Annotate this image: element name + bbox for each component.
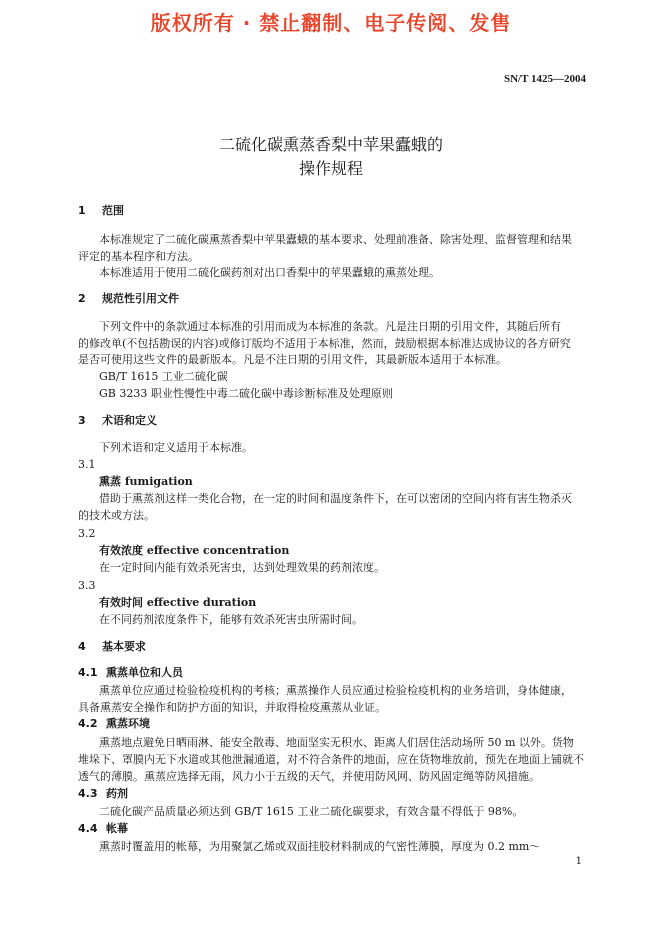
reference-item: GB/T 1615 工业二硫化碳 <box>99 370 228 383</box>
paragraph-line: 透气的薄膜。熏蒸应选择无雨，风力小于五级的天气，并使用防风网、防风固定绳等防风措施。 <box>78 770 540 783</box>
title-line-2: 操作规程 <box>298 159 363 178</box>
term-heading: 有效时间 effective duration <box>99 596 257 609</box>
section-title: 范围 <box>102 204 124 217</box>
subsection-4-1-heading <box>78 666 183 680</box>
subsection-number: 4.2 <box>78 717 98 730</box>
section-2-heading <box>78 292 179 306</box>
subsection-title: 帐幕 <box>106 822 128 835</box>
section-3-heading <box>78 414 157 428</box>
term-number: 3.2 <box>78 527 96 540</box>
paragraph-line: 的修改单(不包括勘误的内容)或修订版均不适用于本标准，然而，鼓励根据本标准达成协议的各方研究 <box>78 337 571 350</box>
subsection-4-4-heading <box>78 822 128 836</box>
term-heading: 熏蒸 fumigation <box>99 475 193 488</box>
subsection-number: 4.3 <box>78 787 98 800</box>
section-title: 基本要求 <box>102 640 146 653</box>
section-number: 4 <box>78 640 86 653</box>
subsection-4-2-heading <box>78 717 150 731</box>
copyright-banner: 版权所有 · 禁止翻制、电子传阅、发售 <box>150 11 512 35</box>
subsection-title: 药剂 <box>106 787 128 800</box>
term-heading: 有效浓度 effective concentration <box>99 544 290 557</box>
paragraph-line: 在一定时间内能有效杀死害虫，达到处理效果的药剂浓度。 <box>99 561 385 574</box>
paragraph-line: 熏蒸时覆盖用的帐幕，为用聚氯乙烯或双面挂胶材料制成的气密性薄膜，厚度为 0.2 mm～ <box>99 840 541 853</box>
term-number: 3.1 <box>78 458 96 471</box>
section-4-heading <box>78 640 146 654</box>
paragraph-line: 本标准规定了二硫化碳熏蒸香梨中苹果蠹蛾的基本要求、处理前准备、除害处理、监督管理和结果 <box>99 233 572 246</box>
section-title: 术语和定义 <box>102 414 157 427</box>
paragraph-line: 在不同药剂浓度条件下，能够有效杀死害虫所需时间。 <box>99 613 363 626</box>
paragraph-line: 二硫化碳产品质量必须达到 GB/T 1615 工业二硫化碳要求，有效含量不得低于 98%。 <box>99 805 524 818</box>
page-number: 1 <box>575 856 582 867</box>
standard-number: SN/T 1425—2004 <box>503 73 586 85</box>
paragraph-line: 下列文件中的条款通过本标准的引用而成为本标准的条款。凡是注日期的引用文件，其随后所有 <box>99 320 561 333</box>
paragraph-line: 的技术或方法。 <box>78 509 155 522</box>
paragraph-line: 本标准适用于使用二硫化碳药剂对出口香梨中的苹果蠹蛾的熏蒸处理。 <box>99 266 440 279</box>
paragraph-line: 具备熏蒸安全操作和防护方面的知识，并取得检疫熏蒸从业证。 <box>78 701 386 714</box>
section-number: 3 <box>78 414 86 427</box>
paragraph-line: 是否可使用这些文件的最新版本。凡是不注日期的引用文件，其最新版本适用于本标准。 <box>78 353 507 366</box>
subsection-title: 熏蒸单位和人员 <box>106 666 183 679</box>
section-title: 规范性引用文件 <box>102 292 179 305</box>
subsection-title: 熏蒸环境 <box>106 717 150 730</box>
section-number: 1 <box>78 204 86 217</box>
section-1-heading <box>78 204 124 218</box>
paragraph-line: 堆垛下、罩膜内无下水道或其他泄漏通道，对不符合条件的地面，应在货物堆放前，预先在地面上铺就不 <box>78 753 584 766</box>
title-line-1: 二硫化碳熏蒸香梨中苹果蠹蛾的 <box>218 135 443 154</box>
reference-item: GB 3233 职业性慢性中毒二硫化碳中毒诊断标准及处理原则 <box>99 387 393 400</box>
paragraph-line: 下列术语和定义适用于本标准。 <box>99 441 253 454</box>
subsection-number: 4.1 <box>78 666 98 679</box>
subsection-number: 4.4 <box>78 822 98 835</box>
paragraph-line: 借助于熏蒸剂这样一类化合物，在一定的时间和温度条件下，在可以密闭的空间内将有害生物杀灭 <box>99 492 572 505</box>
paragraph-line: 熏蒸地点避免日晒雨淋、能安全散毒、地面坚实无积水、距离人们居住活动场所 50 m 以外。货物 <box>99 736 574 749</box>
document-title <box>0 133 662 181</box>
paragraph-line: 熏蒸单位应通过检验检疫机构的考核；熏蒸操作人员应通过检验检疫机构的业务培训，身体健康， <box>99 684 572 697</box>
paragraph-line: 评定的基本程序和方法。 <box>78 250 199 263</box>
section-number: 2 <box>78 292 86 305</box>
subsection-4-3-heading <box>78 787 128 801</box>
term-number: 3.3 <box>78 579 96 592</box>
